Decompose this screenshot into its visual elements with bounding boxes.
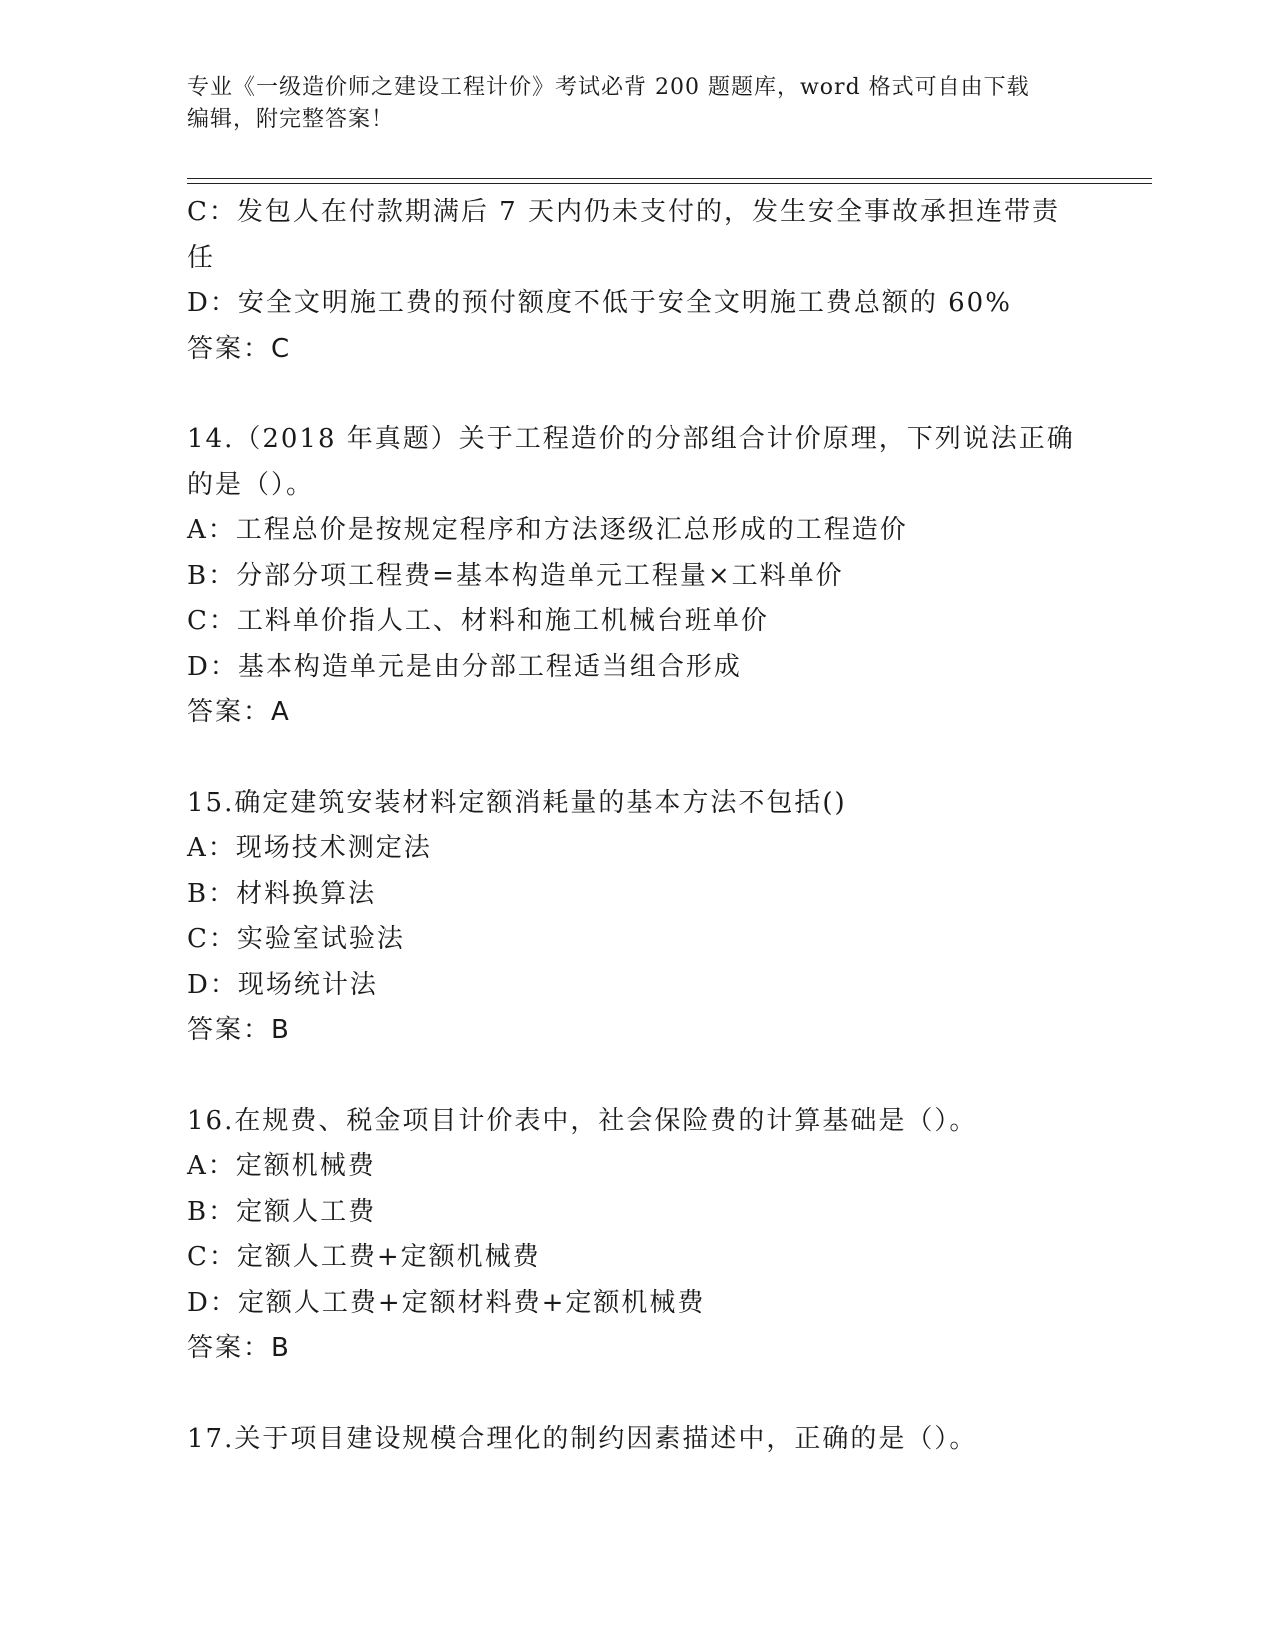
q15-stem: 15.确定建筑安装材料定额消耗量的基本方法不包括() [187, 787, 847, 818]
document-header [187, 72, 1047, 136]
q13-answer: 答案：C [187, 333, 292, 364]
q16-option-a: A：定额机械费 [187, 1151, 376, 1181]
q16-option-b: B：定额人工费 [187, 1196, 377, 1227]
q14-answer: 答案：A [187, 697, 291, 727]
q17-stem: 17.关于项目建设规模合理化的制约因素描述中，正确的是（）。 [187, 1423, 978, 1454]
spacer [187, 1054, 1087, 1099]
q14-option-a: A：工程总价是按规定程序和方法逐级汇总形成的工程造价 [187, 515, 908, 545]
header-line-1: 专业《一级造价师之建设工程计价》考试必背 200 题题库，word 格式可自由下载 [187, 75, 1030, 100]
q16-answer: 答案：B [187, 1333, 291, 1363]
spacer [187, 736, 1087, 781]
question-14 [187, 417, 1087, 736]
question-17 [187, 1417, 1087, 1463]
q14-option-d: D：基本构造单元是由分部工程适当组合形成 [187, 651, 742, 682]
q15-option-b: B：材料换算法 [187, 878, 377, 909]
q15-answer: 答案：B [187, 1015, 291, 1045]
q15-option-c: C：实验室试验法 [187, 924, 405, 954]
question-list [187, 190, 1087, 1462]
q15-option-a: A：现场技术测定法 [187, 833, 432, 863]
q14-stem-line-2: 的是（）。 [187, 469, 315, 500]
q16-stem: 16.在规费、税金项目计价表中，社会保险费的计算基础是（）。 [187, 1105, 978, 1136]
spacer [187, 372, 1087, 417]
q16-option-c: C：定额人工费+定额机械费 [187, 1242, 541, 1272]
q13-option-d: D：安全文明施工费的预付额度不低于安全文明施工费总额的 60% [187, 288, 1012, 318]
q16-option-d: D：定额人工费+定额材料费+定额机械费 [187, 1287, 706, 1318]
q13-option-c-line-1: C：发包人在付款期满后 7 天内仍未支付的，发生安全事故承担连带责 [187, 197, 1060, 227]
q13-option-c-line-2: 任 [187, 242, 216, 273]
q15-option-d: D：现场统计法 [187, 969, 378, 1000]
question-16 [187, 1099, 1087, 1372]
question-15 [187, 781, 1087, 1054]
q14-stem-line-1: 14.（2018 年真题）关于工程造价的分部组合计价原理，下列说法正确 [187, 424, 1075, 454]
document-page [187, 0, 1157, 1650]
q14-option-b: B：分部分项工程费=基本构造单元工程量×工料单价 [187, 560, 844, 591]
header-divider [187, 178, 1152, 184]
question-13 [187, 190, 1087, 372]
spacer [187, 1372, 1087, 1417]
q14-option-c: C：工料单价指人工、材料和施工机械台班单价 [187, 606, 769, 636]
header-line-2: 编辑，附完整答案！ [187, 107, 395, 132]
